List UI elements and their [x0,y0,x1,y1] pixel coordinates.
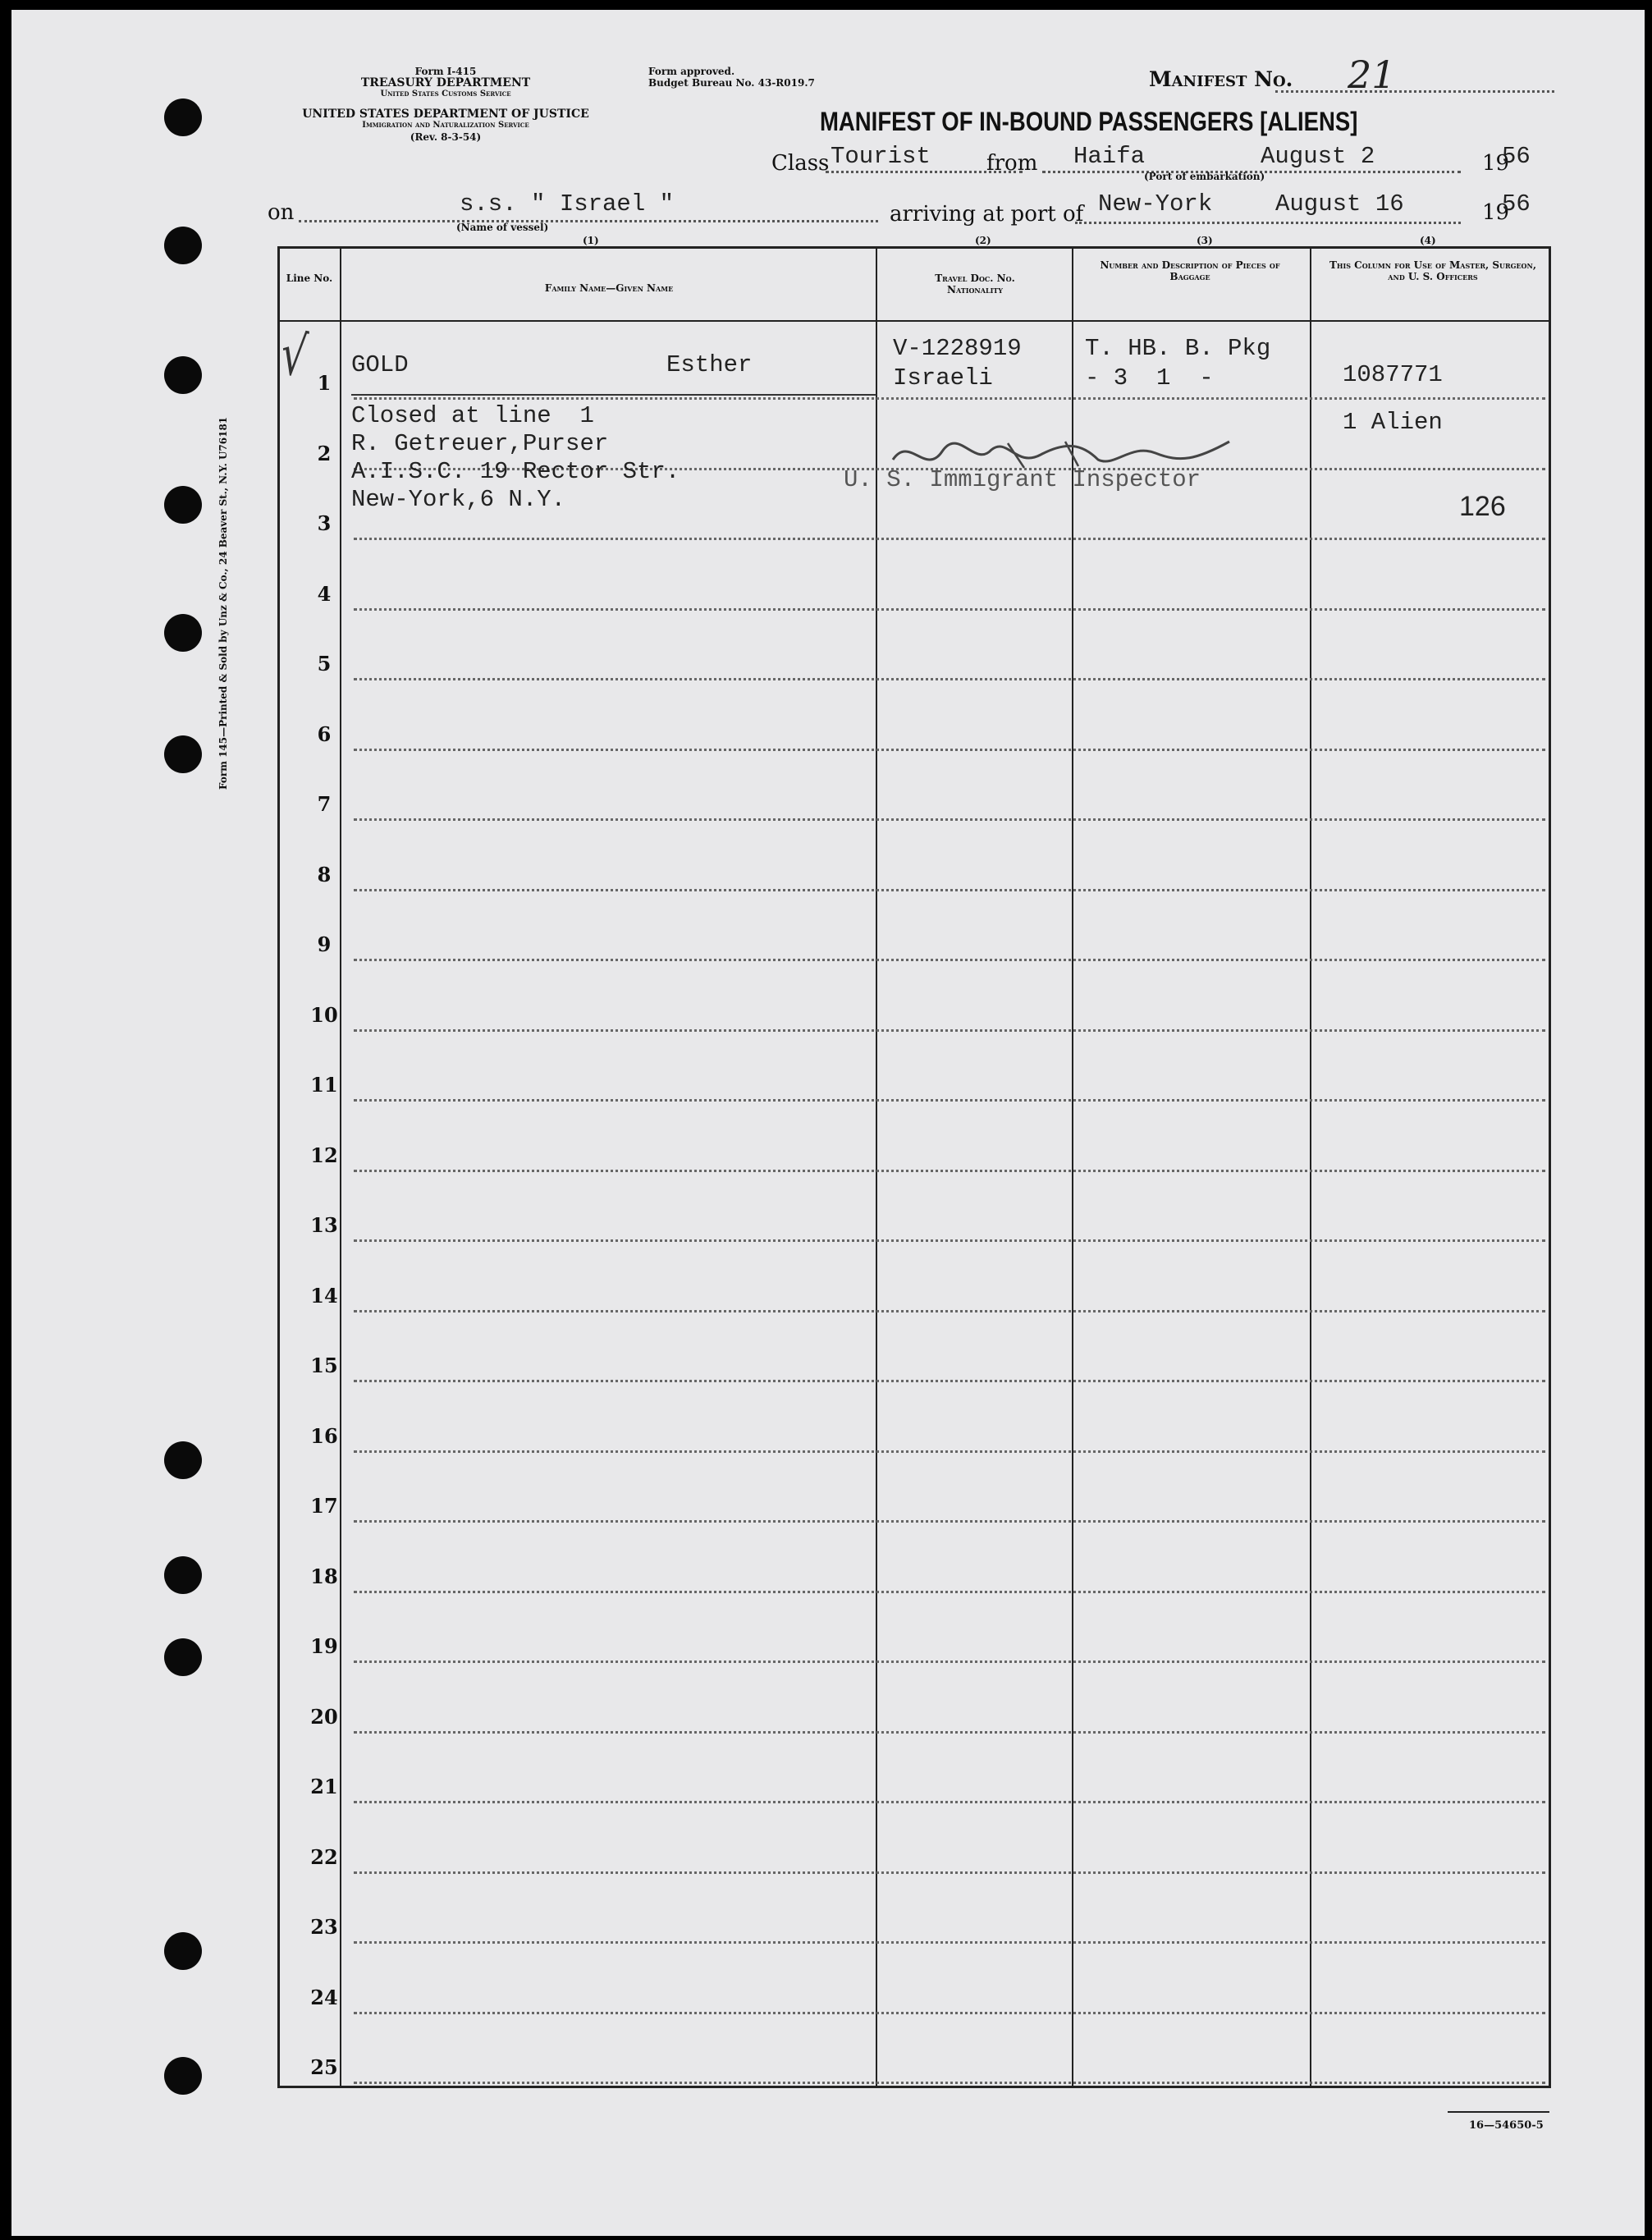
binder-hole [164,614,202,652]
row-number: 23 [310,1915,338,1939]
row-rule [354,1591,1545,1593]
page-title: MANIFEST OF IN-BOUND PASSENGERS [ALIENS] [820,107,1358,136]
row-rule [354,1310,1545,1312]
row-rule [354,1170,1545,1172]
row-number: 12 [310,1143,338,1167]
manifest-no-label: Manifest No. [1149,67,1293,91]
baggage-counts: - 3 1 - [1085,364,1214,392]
row-rule [354,1099,1545,1102]
passenger-table [277,246,1551,2088]
row-number: 1 [317,371,332,395]
family-name: GOLD [351,351,409,378]
row-rule [354,1380,1545,1382]
row-number: 4 [317,581,332,606]
address-line-1: A.I.S.C. 19 Rector Str. [351,458,680,485]
binder-hole [164,486,202,524]
row-number: 13 [310,1213,338,1237]
row-rule [354,818,1545,821]
col-divider [876,248,877,2087]
approval-line-2: Budget Bureau No. 43-R019.7 [648,77,815,89]
row-rule [354,1520,1545,1523]
header-line-no: Line No. [286,273,333,284]
nationality: Israeli [893,364,993,392]
revision: (Rev. 8-3-54) [410,131,482,143]
row-rule [354,1801,1545,1803]
binder-hole [164,227,202,264]
row-number: 10 [310,1002,338,1027]
binder-hole [164,1441,202,1479]
vessel-dots [299,220,878,222]
vessel-caption: (Name of vessel) [456,222,549,233]
vessel-value: s.s. " Israel " [460,190,675,218]
row-number: 21 [310,1775,338,1798]
row-rule [354,1941,1545,1944]
closed-at-line: Closed at line 1 [351,402,594,429]
row-rule [354,397,1545,400]
row-rule [354,1029,1545,1032]
row-number: 15 [310,1354,338,1377]
header-officers: This Column for Use of Master, Surgeon, and U. S. Officers [1329,259,1537,282]
departure-year-suffix: 56 [1502,143,1531,170]
inspector-signature [885,427,1246,479]
row-number: 9 [317,932,332,956]
purser: R. Getreuer,Purser [351,430,609,457]
row-rule [354,1871,1545,1874]
row-number: 2 [317,441,332,465]
approval-block [648,66,815,89]
row-number: 6 [317,721,332,746]
arrival-year-prefix: 19 [1482,200,1510,225]
row-rule [354,959,1545,961]
form-id-block [263,66,629,143]
handwritten-number: 126 [1459,491,1506,522]
row-rule [354,1450,1545,1453]
row-rule [354,749,1545,751]
row-rule [354,1239,1545,1242]
alien-count: 1 Alien [1343,409,1443,436]
class-label: Class [771,151,830,176]
binder-hole [164,1638,202,1676]
printer-imprint: Form 145—Printed & Sold by Unz & Co., 24 Beaver St., N.Y. U76181 [217,416,229,790]
arrival-date: August 16 [1275,190,1404,218]
column-ref-4: (4) [1420,235,1436,246]
row-number: 22 [310,1844,338,1869]
departure-year-prefix: 19 [1482,151,1510,176]
row-rule [354,889,1545,891]
row-number: 25 [310,2055,338,2079]
row-number: 16 [310,1423,338,1448]
header-travel-doc: Travel Doc. No. Nationality [935,273,1015,295]
header-baggage: Number and Description of Pieces of Baggage [1100,259,1280,282]
row-number: 14 [310,1283,338,1308]
row-rule [354,1661,1545,1663]
binder-hole [164,1932,202,1970]
row-number: 5 [317,652,332,676]
row-rule [354,678,1545,680]
row-number: 20 [310,1704,338,1729]
from-label: from [986,151,1038,176]
footer-code: 16—54650-5 [1469,2119,1544,2132]
arrival-port: New-York [1098,190,1213,218]
form-number: Form I-415 [414,66,477,77]
row-number: 19 [310,1634,338,1658]
officer-number: 1087771 [1343,361,1443,388]
row-rule [354,538,1545,540]
col-divider [1310,248,1311,2087]
department-2: UNITED STATES DEPARTMENT OF JUSTICE [302,108,589,121]
name-underline [351,394,876,396]
footer-rule [1448,2111,1549,2113]
binder-hole [164,735,202,773]
address-line-2: New-York,6 N.Y. [351,486,566,513]
from-value: Haifa [1073,143,1146,170]
row-rule [354,608,1545,611]
baggage-types: T. HB. B. Pkg [1085,335,1271,362]
row-rule [354,2082,1545,2084]
binder-hole [164,2057,202,2095]
approval-line-1: Form approved. [648,66,735,77]
header-rule [279,320,1549,322]
row-rule [354,1731,1545,1734]
on-label: on [268,200,295,225]
checkmark: √ [277,319,310,392]
inspector-caption: U. S. Immigrant Inspector [844,466,1201,493]
row-number: 18 [310,1564,338,1588]
manifest-no-value: 21 [1348,53,1396,97]
row-number: 3 [317,511,332,535]
row-number: 7 [317,792,332,816]
binder-hole [164,98,202,136]
row-number: 11 [310,1073,338,1097]
department-1: TREASURY DEPARTMENT [360,76,531,89]
arriving-label: arriving at port of [890,202,1084,227]
row-number: 8 [317,862,332,886]
arrival-year-suffix: 56 [1502,190,1531,218]
header-name: Family Name—Given Name [544,282,674,294]
arrival-dots [1075,222,1461,224]
departure-date: August 2 [1261,143,1375,170]
given-name: Esther [666,351,753,378]
department-2-sub: Immigration and Naturalization Service [362,121,529,130]
column-ref-3: (3) [1197,235,1213,246]
binder-hole [164,356,202,394]
row-rule [354,2012,1545,2014]
col-divider [1072,248,1073,2087]
department-1-sub: United States Customs Service [380,89,511,98]
column-ref-1: (1) [583,235,599,246]
row-number: 24 [310,1985,338,2009]
column-ref-2: (2) [975,235,991,246]
row-number: 17 [310,1494,338,1518]
port-caption: (Port of embarkation) [1144,171,1265,182]
binder-hole [164,1556,202,1594]
travel-doc-no: V-1228919 [893,335,1022,362]
manifest-page [11,10,1645,2236]
class-value: Tourist [831,143,931,170]
manifest-no-dots [1275,90,1554,93]
